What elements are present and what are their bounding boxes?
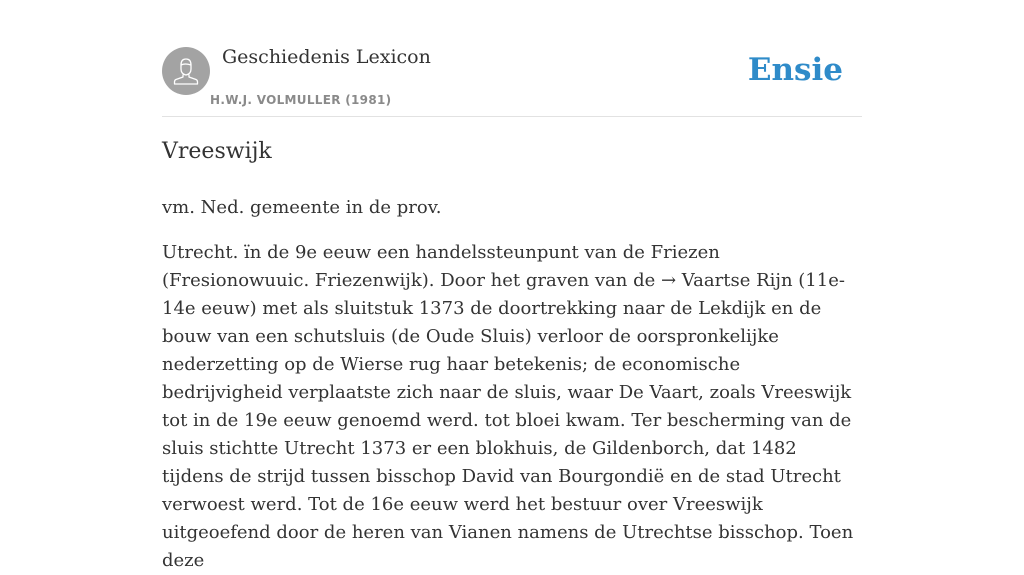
brand-logo[interactable]: Ensie bbox=[747, 52, 843, 88]
body-text-before-link: Utrecht. ïn de 9e eeuw een handelssteunpunt van de Friezen (Fresionowuuic. Friezenwijk). Door het graven van de bbox=[162, 242, 720, 291]
article-lead: vm. Ned. gemeente in de prov. bbox=[162, 197, 442, 218]
user-avatar-icon bbox=[162, 47, 210, 95]
source-header bbox=[162, 46, 862, 117]
article-body bbox=[162, 239, 862, 575]
cross-reference-link[interactable]: → Vaartse Rijn bbox=[661, 270, 793, 291]
author-name[interactable]: H.W.J. VOLMULLER (1981) bbox=[210, 93, 392, 107]
article-title: Vreeswijk bbox=[162, 139, 272, 164]
source-title[interactable]: Geschiedenis Lexicon bbox=[222, 46, 431, 68]
body-text-after-link: (11e-14e eeuw) met als sluitstuk 1373 de doortrekking naar de Lekdijk en de bouw van een schutsluis (de Oude Sluis) verloor de oorspronkelijke nederzetting op de Wierse rug haar betekenis; de economische bedrijvigheid verplaatste zich naar de sluis, waar De Vaart, zoals Vreeswijk tot in de 19e eeuw genoemd werd. tot bloei kwam. Ter bescherming van de sluis stichtte Utrecht 1373 er een blokhuis, de Gildenborch, dat 1482 tijdens de strijd tussen bisschop David van Bourgondië en de stad Utrecht verwoest werd. Tot de 16e eeuw werd het bestuur over Vreeswijk uitgeoefend door de heren van Vianen namens de Utrechtse bisschop. Toen deze bbox=[162, 270, 854, 571]
